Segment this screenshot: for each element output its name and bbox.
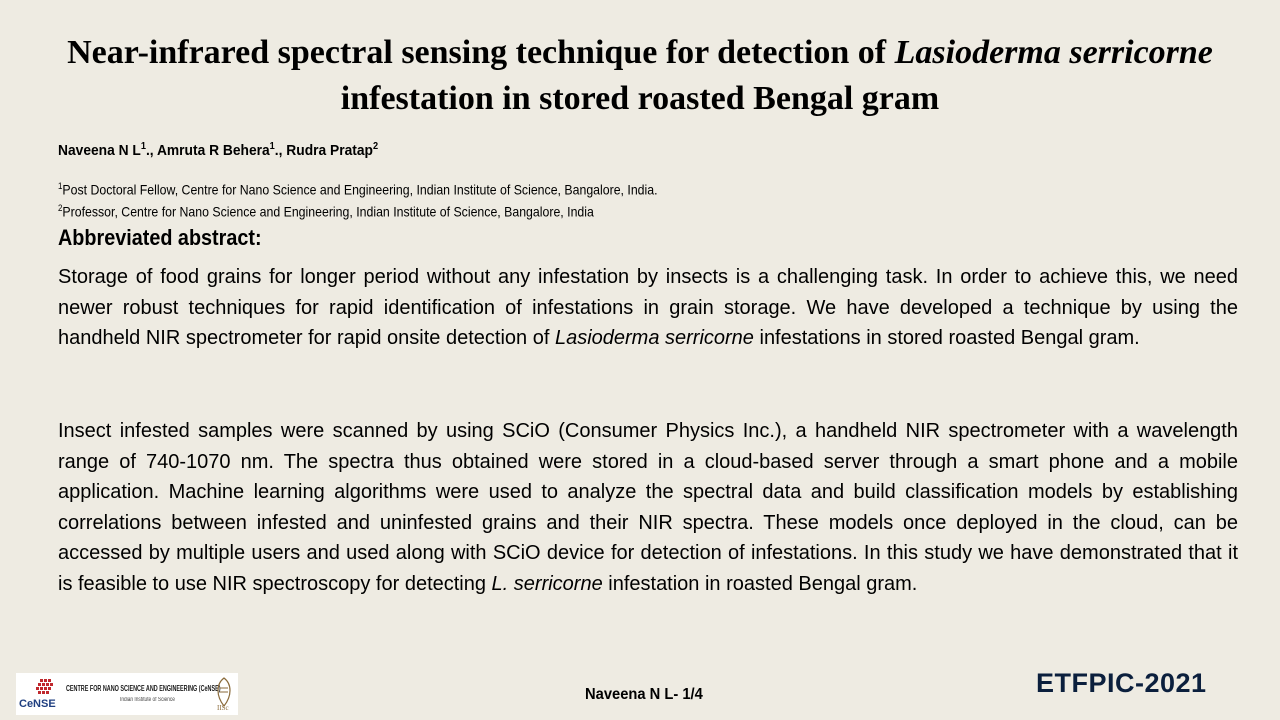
paper-title	[40, 30, 1240, 122]
abstract-paragraph-1	[58, 262, 1238, 354]
cense-logo	[16, 673, 238, 715]
affiliation-1-sup: 1	[58, 181, 63, 191]
author-1-sup: 1	[140, 141, 146, 152]
abstract-p1-text-b: infestations in stored roasted Bengal gram.	[753, 327, 1140, 350]
author-list	[58, 141, 378, 159]
cense-logo-text: CENTRE FOR NANO SCIENCE AND ENGINEERING (CeNSE)	[66, 684, 221, 693]
author-3-sup: 2	[372, 141, 379, 152]
author-2: ., Amruta R Behera	[145, 142, 270, 159]
affiliation-1	[58, 181, 658, 198]
iisc-logo-icon	[211, 676, 237, 712]
abstract-p2-text-b: infestation in roasted Bengal gram.	[602, 572, 918, 595]
author-1: Naveena N L	[58, 142, 141, 159]
affiliation-2	[58, 203, 594, 220]
author-3: ., Rudra Pratap	[274, 142, 373, 159]
abstract-p1-text-a: Storage of food grains for longer period without any infestation by insects is a challenging task. In order to achieve this, we need newer robust techniques for rapid identification of infestations in grain storage. We have developed a technique by using the handheld NIR spectrometer for rapid onsite detection of	[58, 266, 1238, 350]
iisc-logo-text: IISc	[217, 704, 229, 712]
title-text-1: Near-infrared spectral sensing technique for detection of	[67, 34, 895, 71]
abstract-p2-text-a: Insect infested samples were scanned by using SCiO (Consumer Physics Inc.), a handheld NIR spectrometer with a wavelength range of 740-1070 nm. The spectra thus obtained were stored in a cloud-based server through a smart phone and a mobile application. Machine learning algorithms were used to analyze the spectral data and build classification models by establishing correlations between infested and uninfested grains and their NIR spectra. These models once deployed in the cloud, can be accessed by multiple users and used along with SCiO device for detection of infestations. In this study we have demonstrated that it is feasible to use NIR spectroscopy for detecting	[58, 420, 1238, 595]
cense-logo-mark-icon	[18, 677, 62, 711]
abstract-p2-species: L. serricorne	[491, 572, 603, 595]
author-2-sup: 1	[269, 141, 275, 152]
footer-conference-label: ETFPIC-2021	[1036, 668, 1207, 698]
affiliation-1-text: Post Doctoral Fellow, Centre for Nano Science and Engineering, Indian Institute of Science, Bangalore, India.	[62, 181, 658, 198]
abstract-paragraph-2	[58, 416, 1238, 600]
title-text-2: infestation in stored roasted Bengal gram	[340, 80, 940, 117]
title-species: Lasioderma serricorne	[894, 34, 1213, 71]
footer-slide-label: Naveena N L- 1/4	[585, 686, 703, 703]
affiliation-2-text: Professor, Centre for Nano Science and Engineering, Indian Institute of Science, Bangalore, India	[62, 203, 594, 220]
abstract-heading: Abbreviated abstract:	[58, 225, 262, 250]
abstract-p1-species: Lasioderma serricorne	[554, 327, 754, 350]
cense-logo-subtext: Indian Institute of Science	[120, 697, 175, 703]
affiliation-2-sup: 2	[58, 203, 63, 213]
cense-logo-mark-text: CeNSE	[19, 698, 56, 710]
